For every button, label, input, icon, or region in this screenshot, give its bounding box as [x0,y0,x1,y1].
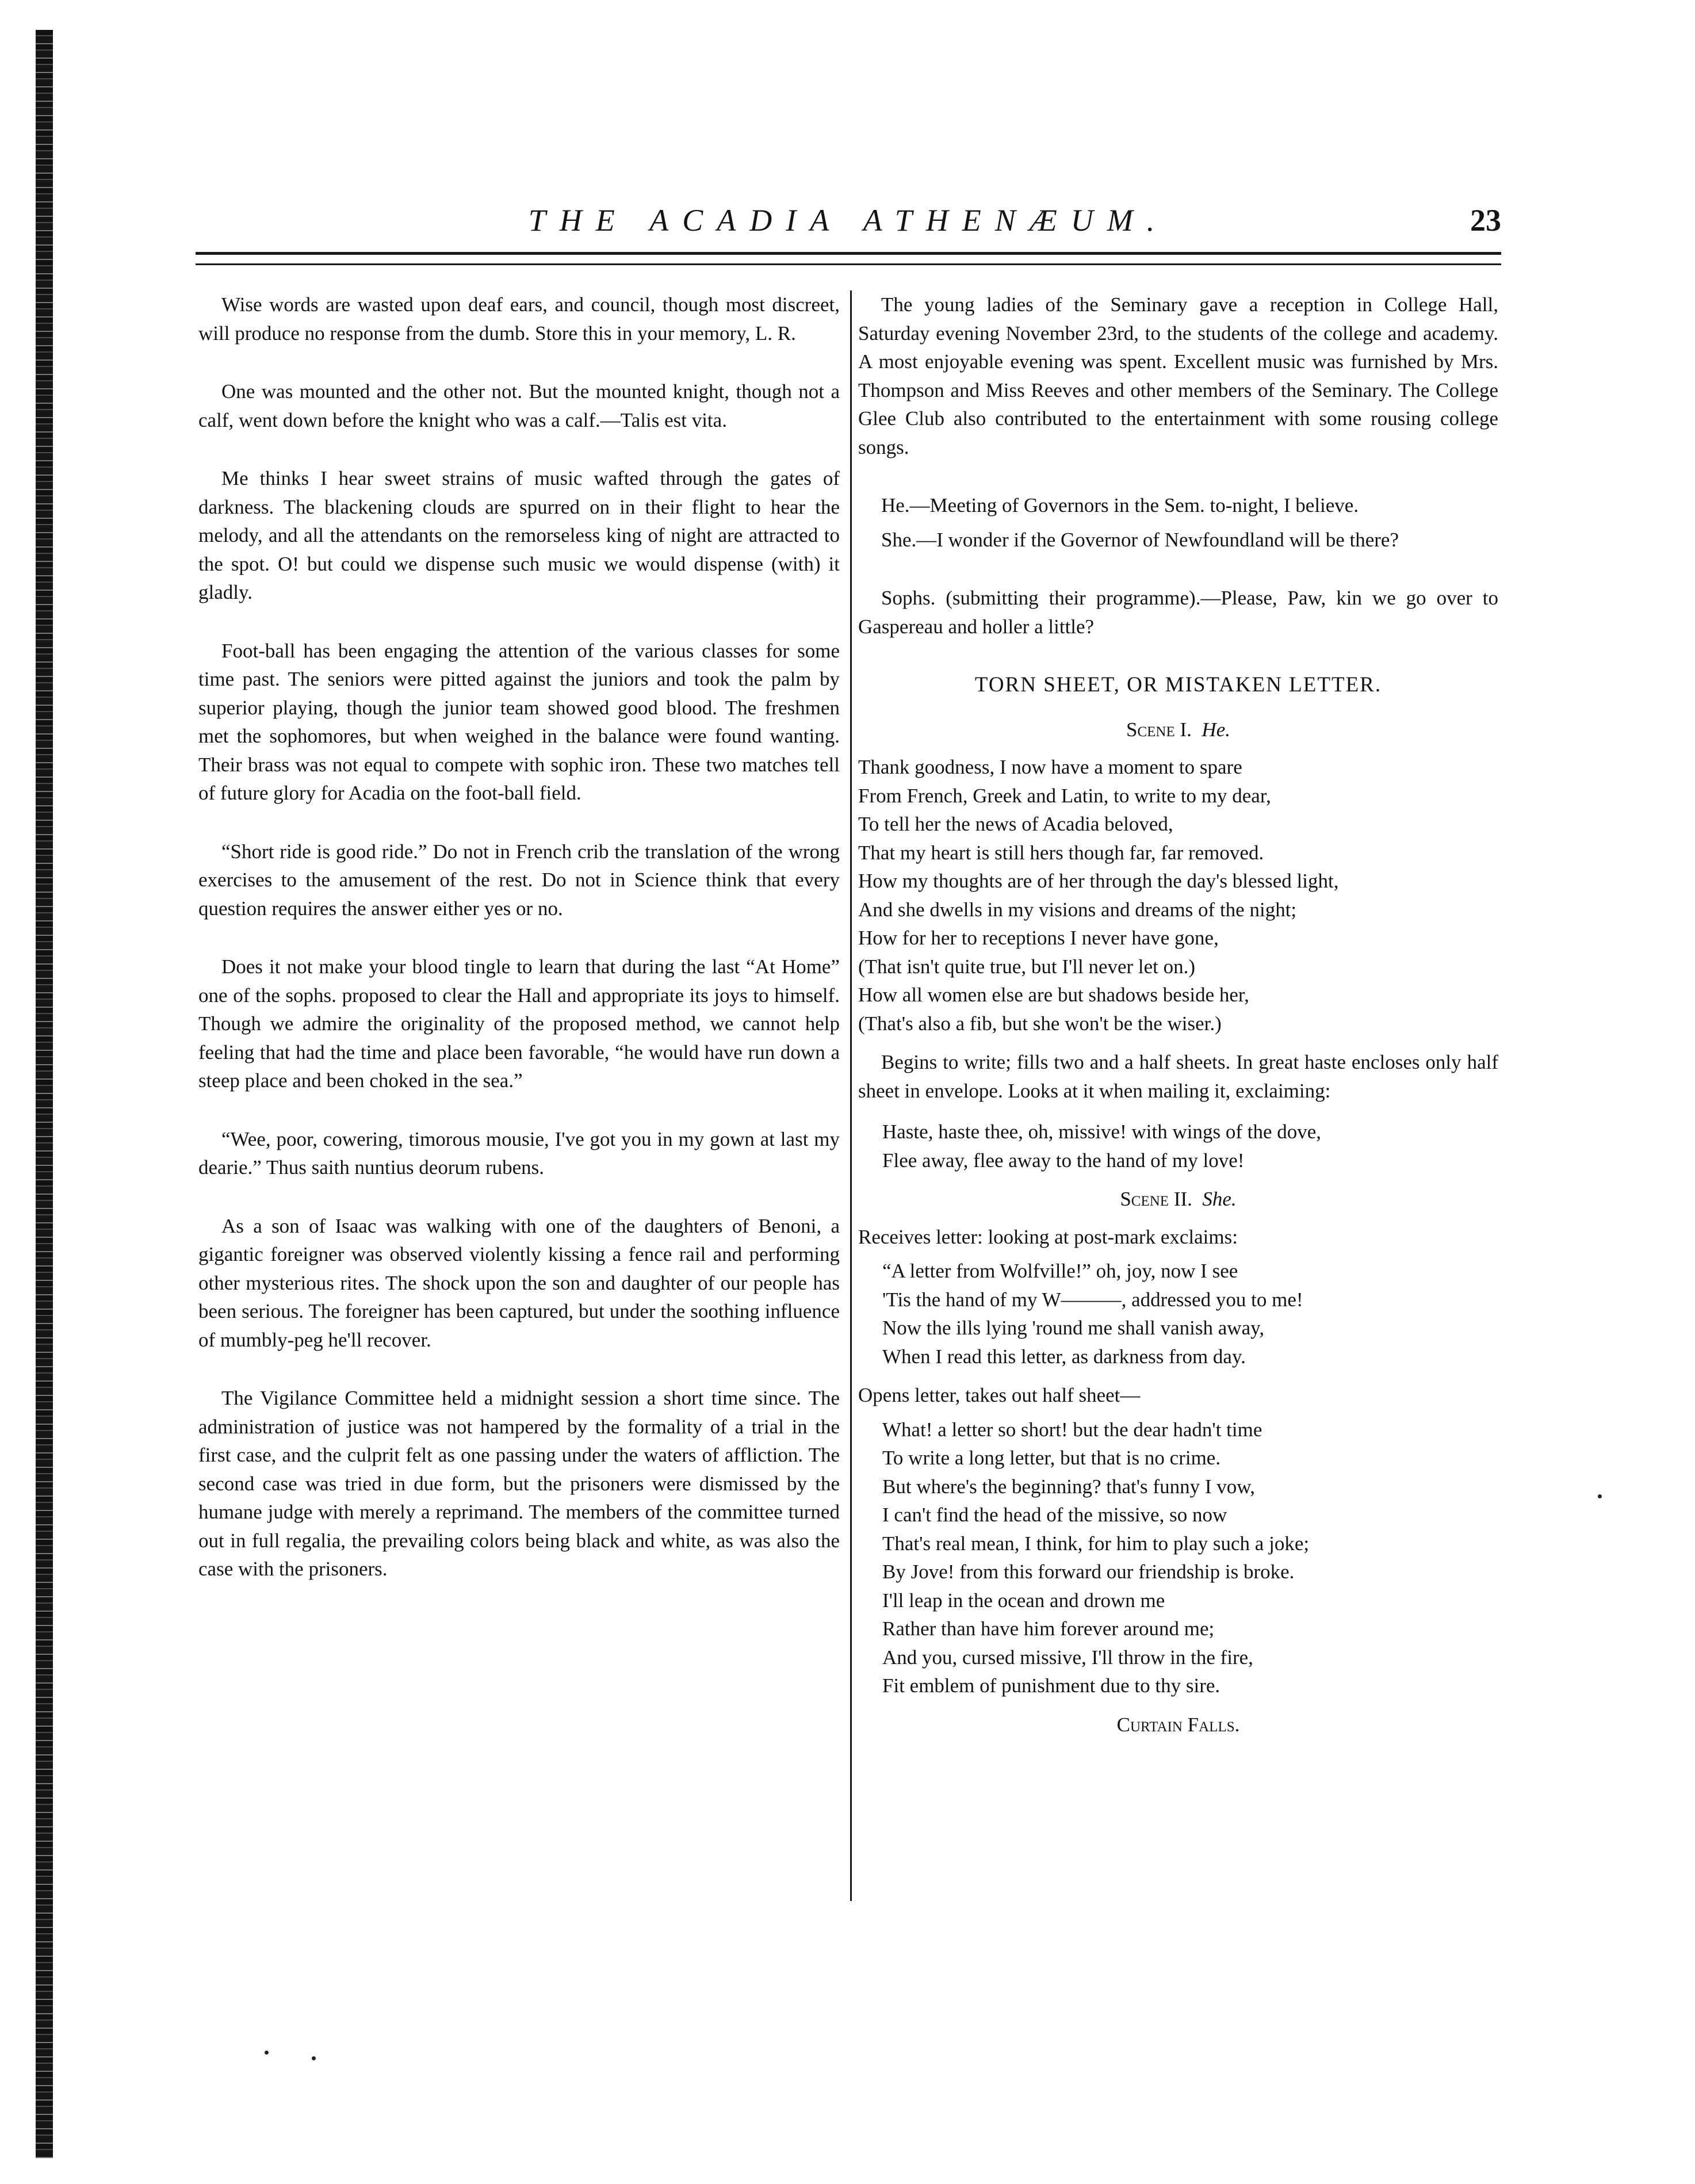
verse-line: I can't find the head of the missive, so now [882,1504,1227,1526]
curtain-falls: Curtain Falls. [1116,1713,1240,1736]
verse-line: I'll leap in the ocean and drown me [882,1589,1165,1612]
verse-line: Fit emblem of punishment due to thy sire. [882,1674,1220,1697]
reception-paragraph: The young ladies of the Seminary gave a reception in College Hall, Saturday evening November 23rd, to the students of the college and academy. A most enjoyable evening was spent. Excellent music was furnished by Mrs. Thompson and Miss Reeves and other members of the Seminary. The College Glee Club also contributed to the entertainment with some rousing college songs. [858,293,1498,458]
paragraph: Foot-ball has been engaging the attention of the various classes for some time past. The seniors were pitted against the juniors and took the palm by superior playing, though the junior team showed good blood. The freshmen met the sophomores, but when weighed in the balance were found wanting. Their brass was not equal to compete with sophic iron. These two matches tell of future glory for Acadia on the foot-ball field. [198,639,840,804]
column-divider [850,290,852,1901]
paragraph: The Vigilance Committee held a midnight session a short time since. The administration of justice was not hampered by the formality of a trial in the first case, and the culprit felt as one passing under the waters of affliction. The second case was tried in due form, but the prisoners were dismissed by the humane judge with merely a reprimand. The members of the committee turned out in full regalia, the prevailing colors being black and white, as was also the case with the prisoners. [198,1387,840,1580]
verse-line: Thank goodness, I now have a moment to spare [858,756,1242,778]
page-header [196,200,1501,240]
dialogue-he: He.—Meeting of Governors in the Sem. to-night, I believe. [881,494,1359,517]
verse-line: To write a long letter, but that is no crime. [882,1447,1221,1469]
scene-one-verse [858,753,1498,1038]
stage-direction: Opens letter, takes out half sheet— [858,1384,1141,1406]
paragraph: “Wee, poor, cowering, timorous mousie, I've got you in my gown at last my dearie.” Thus saith nuntius deorum rubens. [198,1127,840,1179]
verse-line: But where's the beginning? that's funny I vow, [882,1475,1255,1498]
page-number: 23 [1470,203,1501,238]
verse-line: When I read this letter, as darkness from day. [882,1345,1246,1368]
scene-label: Scene I. [1126,718,1192,741]
scene-two-verse [858,1257,1498,1371]
ink-speck [312,2056,316,2060]
header-rule-bottom [196,263,1501,265]
scene-one-closing-verse [858,1118,1498,1175]
left-column [198,290,840,1613]
verse-line: That's real mean, I think, for him to play such a joke; [882,1532,1310,1555]
paragraph: Me thinks I hear sweet strains of music wafted through the gates of darkness. The blackening clouds are spurred on in their flight to hear the melody, and all the attendants on the remorseless king of night are attracted to the spot. O! but could we dispense such music we would dispense (with) it gladly. [198,467,840,603]
dialogue-sophs: Sophs. (submitting their programme).—Please, Paw, kin we go over to Gaspereau and holler a little? [858,587,1498,638]
verse-line: 'Tis the hand of my W———, addressed you to me! [882,1288,1303,1311]
verse-line: From French, Greek and Latin, to write to my dear, [858,784,1271,807]
paragraph: Wise words are wasted upon deaf ears, and council, though most discreet, will produce no response from the dumb. Store this in your memory, L. R. [198,293,840,345]
verse-line: That my heart is still hers though far, far removed. [858,841,1264,864]
verse-line: How my thoughts are of her through the day's blessed light, [858,870,1339,892]
stage-direction: Receives letter: looking at post-mark exclaims: [858,1225,1238,1248]
paragraph: “Short ride is good ride.” Do not in French crib the translation of the wrong exercises to the amusement of the rest. Do not in Science think that every question requires the answer either yes or no. [198,840,840,920]
poem-title: TORN SHEET, OR MISTAKEN LETTER. [974,673,1382,697]
stage-direction: Begins to write; fills two and a half sheets. In great haste encloses only half sheet in envelope. Looks at it when mailing it, exclaiming: [858,1051,1498,1102]
binding-edge [36,30,53,2158]
dialogue-she: She.—I wonder if the Governor of Newfoundland will be there? [881,528,1399,551]
scene-one-heading [858,716,1498,744]
verse-line: (That's also a fib, but she won't be the wiser.) [858,1012,1222,1035]
verse-line: Haste, haste thee, oh, missive! with wings of the dove, [882,1120,1322,1143]
header-rule-top [196,252,1501,255]
scene-label: Scene II. [1120,1188,1192,1210]
paragraph: One was mounted and the other not. But the mounted knight, though not a calf, went down before the knight who was a calf.—Talis est vita. [198,380,840,431]
verse-line: Now the ills lying 'round me shall vanish away, [882,1317,1265,1339]
verse-line: And she dwells in my visions and dreams of the night; [858,898,1297,921]
verse-line: And you, cursed missive, I'll throw in the fire, [882,1646,1253,1669]
verse-line: How for her to receptions I never have gone, [858,927,1219,949]
scene-two-heading [858,1185,1498,1214]
scene-two-closing-verse [858,1416,1498,1700]
verse-line: By Jove! from this forward our friendship is broke. [882,1560,1295,1583]
paragraph: As a son of Isaac was walking with one of the daughters of Benoni, a gigantic foreigner was observed violently kissing a fence rail and performing other mysterious rites. The shock upon the son and daughter of our people has been serious. The foreigner has been captured, but under the soothing influence of mumbly-peg he'll recover. [198,1214,840,1351]
verse-line: How all women else are but shadows beside her, [858,984,1249,1006]
verse-line: Flee away, flee away to the hand of my love! [882,1149,1245,1172]
ink-speck [265,2051,269,2055]
journal-title: THE ACADIA ATHENÆUM. [528,203,1169,238]
verse-line: What! a letter so short! but the dear hadn't time [882,1418,1262,1441]
verse-line: Rather than have him forever around me; [882,1617,1215,1640]
verse-line: “A letter from Wolfville!” oh, joy, now I see [882,1260,1238,1282]
right-column [858,290,1498,1748]
scene-speaker: He. [1202,718,1230,741]
paragraph: Does it not make your blood tingle to learn that during the last “At Home” one of the sophs. proposed to clear the Hall and appropriate its joys to himself. Though we admire the originality of the proposed method, we cannot help feeling that had the time and place been favorable, “he would have run down a steep place and been choked in the sea.” [198,955,840,1092]
verse-line: (That isn't quite true, but I'll never let on.) [858,955,1196,978]
verse-line: To tell her the news of Acadia beloved, [858,813,1173,835]
scene-speaker: She. [1202,1188,1237,1210]
ink-speck [1598,1494,1602,1498]
